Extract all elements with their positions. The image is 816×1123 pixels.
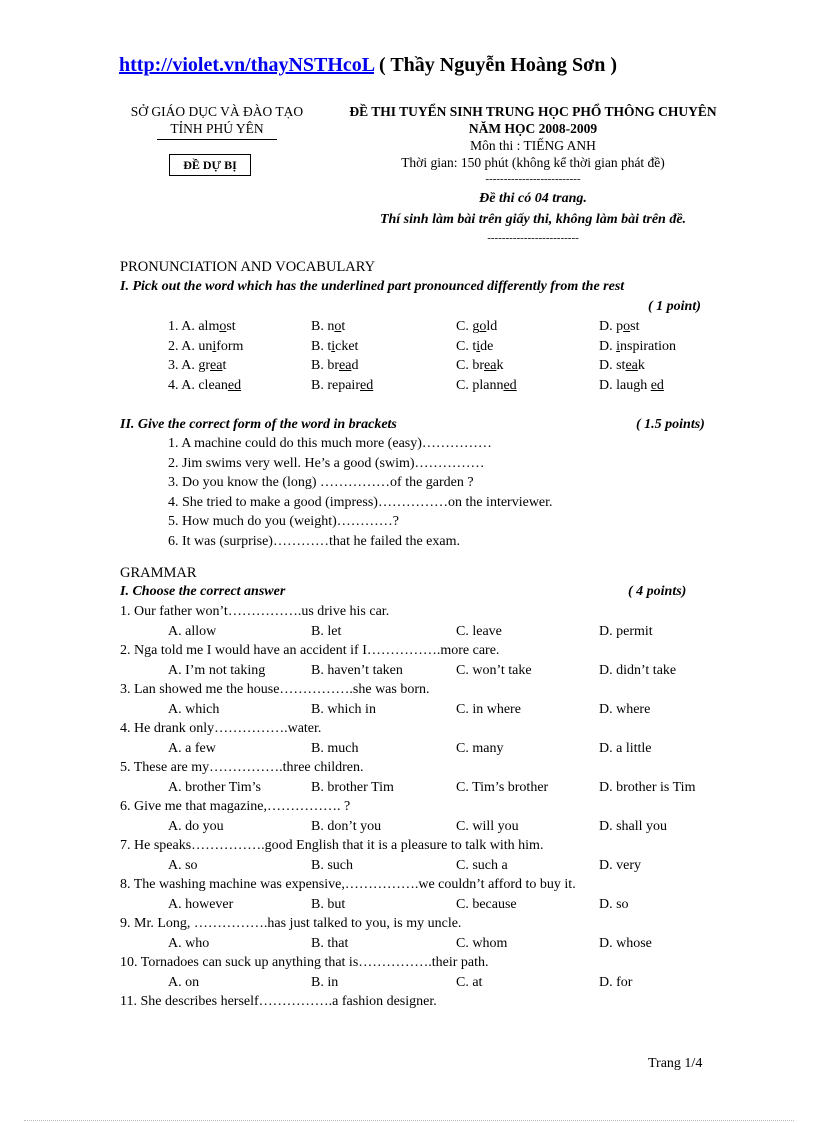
question-stem: 5. These are my…………….three children. xyxy=(120,760,364,775)
question-stem: 11. She describes herself…………….a fashion designer. xyxy=(120,994,437,1009)
author-text: ( Thầy Nguyễn Hoàng Sơn ) xyxy=(374,54,618,76)
pron-option: C. gold xyxy=(456,319,498,334)
underlined-part: ea xyxy=(210,358,223,373)
underlined-part: i xyxy=(476,338,481,354)
answer-option: D. permit xyxy=(599,623,653,639)
department-block xyxy=(112,103,322,140)
answer-option: A. a few xyxy=(168,740,216,756)
answer-option: B. much xyxy=(311,740,359,756)
instruction-note: Thí sinh làm bài trên giấy thi, không làm bài trên đề. xyxy=(379,212,687,227)
part1-title: I. Pick out the word which has the underlined part pronounced differently from the rest xyxy=(120,279,625,294)
underlined-part: o xyxy=(219,319,227,334)
answer-option: C. because xyxy=(456,896,517,912)
pron-option: B. bread xyxy=(311,358,359,373)
dash-divider-2: ------------------------- xyxy=(487,232,579,244)
pron-option: C. tide xyxy=(456,338,494,354)
grammar-part1-title: I. Choose the correct answer xyxy=(120,584,286,599)
answer-option: B. but xyxy=(311,896,346,912)
answer-option: A. who xyxy=(168,935,210,951)
answer-option: D. whose xyxy=(599,935,652,951)
underlined-part: ed xyxy=(359,377,374,393)
underlined-part: ea xyxy=(484,358,497,373)
underlined-part: o xyxy=(623,319,631,334)
part2-title: II. Give the correct form of the word in brackets xyxy=(120,417,397,432)
answer-option: C. many xyxy=(456,740,504,756)
underlined-part: o xyxy=(479,319,487,334)
question-stem: 10. Tornadoes can suck up anything that is…………….their path. xyxy=(120,955,489,970)
answer-option: A. brother Tim’s xyxy=(168,779,261,795)
underlined-part: i xyxy=(331,338,336,354)
answer-option: C. will you xyxy=(456,818,519,834)
question-stem: 8. The washing machine was expensive,…………….we couldn’t afford to buy it. xyxy=(120,877,576,892)
word-form-item: 2. Jim swims very well. He’s a good (swim)…………… xyxy=(168,455,485,471)
header-link-line xyxy=(119,54,617,77)
answer-option: B. in xyxy=(311,974,339,990)
question-stem: 9. Mr. Long, …………….has just talked to you, is my uncle. xyxy=(120,916,462,931)
pron-option: 4. A. cleaned xyxy=(168,377,242,393)
violet-link[interactable]: http://violet.vn/thayNSTHcoL xyxy=(119,54,375,76)
pron-option: B. not xyxy=(311,319,346,334)
question-stem: 7. He speaks…………….good English that it is a pleasure to talk with him. xyxy=(120,838,544,853)
pron-option: C. break xyxy=(456,358,504,373)
answer-option: D. a little xyxy=(599,740,652,756)
question-stem: 2. Nga told me I would have an accident if I…………….more care. xyxy=(120,643,500,658)
answer-option: C. won’t take xyxy=(456,662,532,678)
pron-option: B. repaired xyxy=(311,377,374,393)
answer-option: D. shall you xyxy=(599,818,668,834)
pron-option: 3. A. great xyxy=(168,358,227,373)
time-limit: Thời gian: 150 phút (không kể thời gian phát đề) xyxy=(401,155,665,170)
word-form-item: 3. Do you know the (long) ……………of the garden ? xyxy=(168,475,474,491)
word-form-item: 4. She tried to make a good (impress)……………on the interviewer. xyxy=(168,494,553,510)
pron-option: D. steak xyxy=(599,358,645,373)
answer-option: B. which in xyxy=(311,701,376,717)
answer-option: D. brother is Tim xyxy=(599,779,696,795)
reserve-exam-box: ĐỀ DỰ BỊ xyxy=(169,154,251,176)
part2-points: ( 1.5 points) xyxy=(636,417,705,432)
underlined-part: ed xyxy=(503,377,517,393)
subject: Môn thi : TIẾNG ANH xyxy=(470,138,596,153)
question-stem: 3. Lan showed me the house…………….she was born. xyxy=(120,682,430,697)
page-count-note: Đề thi có 04 trang. xyxy=(479,191,587,206)
exam-title-block xyxy=(323,103,743,247)
underlined-part: i xyxy=(212,338,217,354)
question-stem: 4. He drank only…………….water. xyxy=(120,721,322,736)
answer-option: B. brother Tim xyxy=(311,779,394,795)
department-name: SỞ GIÁO DỤC VÀ ĐÀO TẠO xyxy=(130,104,304,119)
pron-option: B. ticket xyxy=(311,338,359,354)
answer-option: D. for xyxy=(599,974,633,990)
answer-option: C. whom xyxy=(456,935,508,951)
answer-option: C. leave xyxy=(456,623,502,639)
exam-title: ĐỀ THI TUYỂN SINH TRUNG HỌC PHỔ THÔNG CHUYÊN xyxy=(349,104,717,119)
answer-option: A. on xyxy=(168,974,200,990)
answer-option: B. haven’t taken xyxy=(311,662,403,678)
answer-option: C. Tim’s brother xyxy=(456,779,549,795)
answer-option: D. didn’t take xyxy=(599,662,677,678)
word-form-item: 1. A machine could do this much more (easy)…………… xyxy=(168,436,492,451)
underlined-part: ed xyxy=(650,377,664,393)
answer-option: A. do you xyxy=(168,818,224,834)
underlined-part: ea xyxy=(339,358,352,373)
underlined-part: i xyxy=(616,338,621,354)
school-year: NĂM HỌC 2008-2009 xyxy=(468,121,598,136)
pron-option: C. planned xyxy=(456,377,517,393)
answer-option: A. allow xyxy=(168,623,217,639)
pron-option: D. post xyxy=(599,319,640,334)
question-stem: 1. Our father won’t…………….us drive his car. xyxy=(120,604,390,619)
answer-option: B. let xyxy=(311,623,342,639)
answer-option: A. which xyxy=(168,701,220,717)
answer-option: D. where xyxy=(599,701,651,717)
bottom-dotted-line xyxy=(24,1120,794,1121)
pron-option: 2. A. uniform xyxy=(168,338,244,354)
grammar-part1-points: ( 4 points) xyxy=(628,584,687,599)
word-form-item: 6. It was (surprise)…………that he failed the exam. xyxy=(168,534,460,549)
answer-option: C. such a xyxy=(456,857,508,873)
answer-option: B. such xyxy=(311,857,353,873)
answer-option: A. so xyxy=(168,857,198,873)
underlined-part: ea xyxy=(625,358,638,373)
divider xyxy=(157,139,277,140)
part1-points: ( 1 point) xyxy=(648,299,701,314)
page-number: Trang 1/4 xyxy=(648,1056,703,1071)
answer-option: A. I’m not taking xyxy=(168,662,266,678)
pron-option: 1. A. almost xyxy=(168,319,236,334)
question-stem: 6. Give me that magazine,……………. ? xyxy=(120,799,351,814)
answer-option: A. however xyxy=(168,896,234,912)
answer-option: C. at xyxy=(456,974,483,990)
section-title-grammar: GRAMMAR xyxy=(120,565,197,581)
answer-option: D. so xyxy=(599,896,629,912)
word-form-item: 5. How much do you (weight)…………? xyxy=(168,514,399,530)
answer-option: D. very xyxy=(599,857,641,873)
answer-option: C. in where xyxy=(456,701,521,717)
underlined-part: ed xyxy=(227,377,242,393)
answer-option: B. don’t you xyxy=(311,818,382,834)
pron-option: D. laugh ed xyxy=(599,377,664,393)
answer-option: B. that xyxy=(311,935,349,951)
pron-option: D. inspiration xyxy=(599,338,677,354)
underlined-part: o xyxy=(334,319,342,334)
dash-divider-1: -------------------------- xyxy=(485,173,581,185)
province-name: TỈNH PHÚ YÊN xyxy=(170,121,264,136)
section-title-pronunciation: PRONUNCIATION AND VOCABULARY xyxy=(120,259,376,275)
